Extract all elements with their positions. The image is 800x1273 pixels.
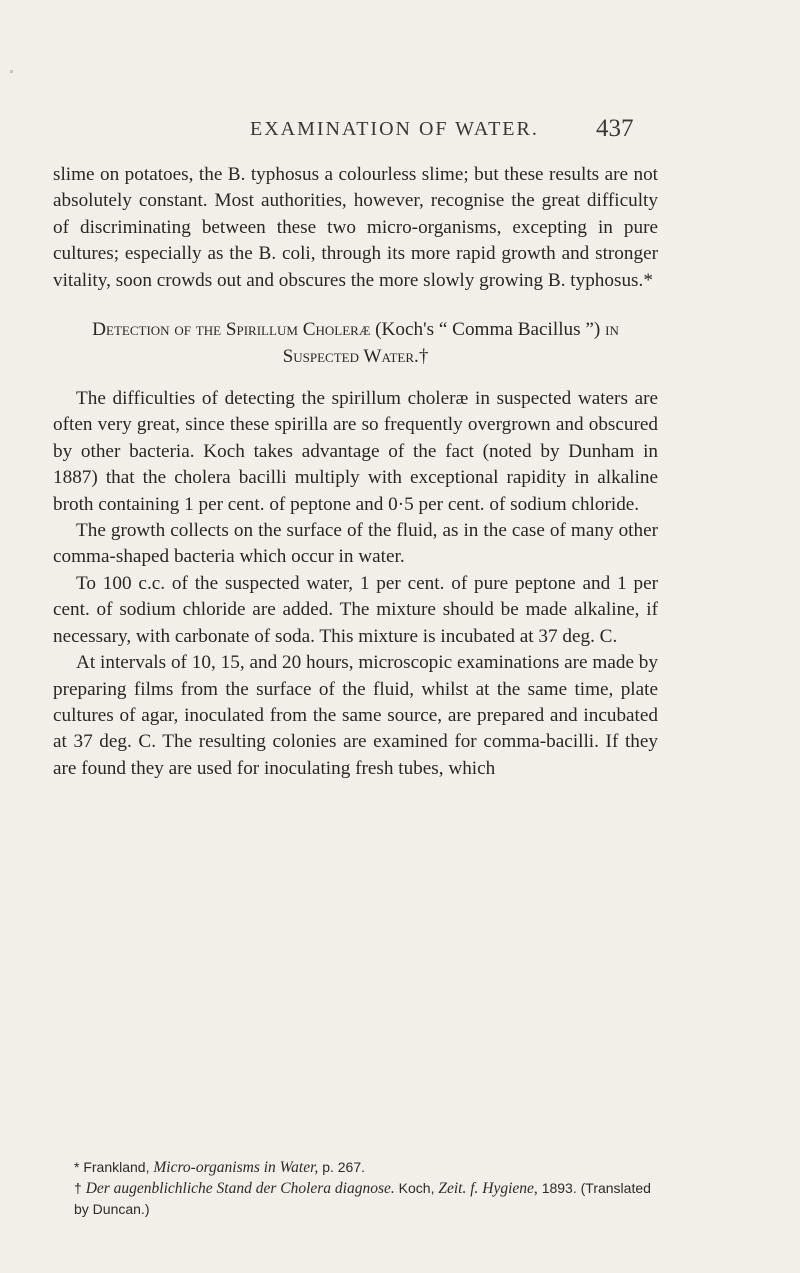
paragraph: The growth collects on the surface of the fluid, as in the case of many other comma-shaped bacteria which occur in water. bbox=[53, 520, 658, 568]
heading-part-a: Detection of the Spirillum Choleræ bbox=[92, 319, 371, 341]
paragraph: To 100 c.c. of the suspected water, 1 per cent. of pure peptone and 1 per cent. of sodium chloride are added. The mixture should be made alkaline, if necessary, with carbonate of soda. This mixture is incubated at 37 deg. C. bbox=[53, 572, 658, 647]
footnote-2-mark: † bbox=[74, 1180, 82, 1196]
footnotes bbox=[57, 1157, 667, 1220]
footnote-1 bbox=[57, 1157, 667, 1178]
footnote-2-author: Koch, bbox=[398, 1180, 435, 1196]
footnote-1-title: Micro-organisms in Water, bbox=[153, 1159, 319, 1176]
footnote-2-rest: 1893. (Translated by Duncan.) bbox=[74, 1180, 651, 1217]
footnote-2-title: Der augenblichliche Stand der Cholera diagnose. bbox=[85, 1180, 395, 1197]
footnote-1-mark: * Frankland, bbox=[74, 1159, 150, 1175]
heading-part-c: in Suspected Water.† bbox=[282, 319, 619, 368]
page-header bbox=[0, 115, 800, 148]
paragraph-continuation: slime on potatoes, the B. typhosus a colourless slime; but these results are not absolutely constant. Most authorities, however, recognise the great difficulty of discriminating between these two micro-organisms, excepting in pure cultures; especially as the B. coli, through its more rapid growth and stronger vitality, soon crowds out and obscures the more slowly growing B. typhosus.* bbox=[53, 164, 658, 291]
footnote-1-rest: p. 267. bbox=[322, 1159, 366, 1175]
paragraph: At intervals of 10, 15, and 20 hours, microscopic examinations are made by preparing films from the surface of the fluid, whilst at the same time, plate cultures of agar, inoculated from the same source, are prepared and incubated at 37 deg. C. The resulting colonies are examined for comma-bacilli. If they are found they are used for inoculating fresh tubes, which bbox=[53, 652, 658, 779]
footnote-2 bbox=[57, 1178, 667, 1220]
page-number: 437 bbox=[596, 115, 634, 142]
paragraph: The difficulties of detecting the spirillum choleræ in suspected waters are often very great, since these spirilla are so frequently overgrown and obscured by other bacteria. Koch takes advantage of the fact (noted by Dunham in 1887) that the cholera bacilli multiply with exceptional rapidity in alkaline broth containing 1 per cent. of peptone and 0·5 per cent. of sodium chloride. bbox=[53, 388, 658, 515]
body-text bbox=[53, 162, 658, 782]
heading-part-b: (Koch's “ Comma Bacillus ”) bbox=[375, 319, 601, 341]
running-title: EXAMINATION OF WATER. bbox=[250, 118, 539, 140]
footnote-2-journal: Zeit. f. Hygiene, bbox=[438, 1180, 538, 1197]
paper-speck bbox=[10, 70, 13, 73]
section-heading bbox=[53, 316, 658, 370]
